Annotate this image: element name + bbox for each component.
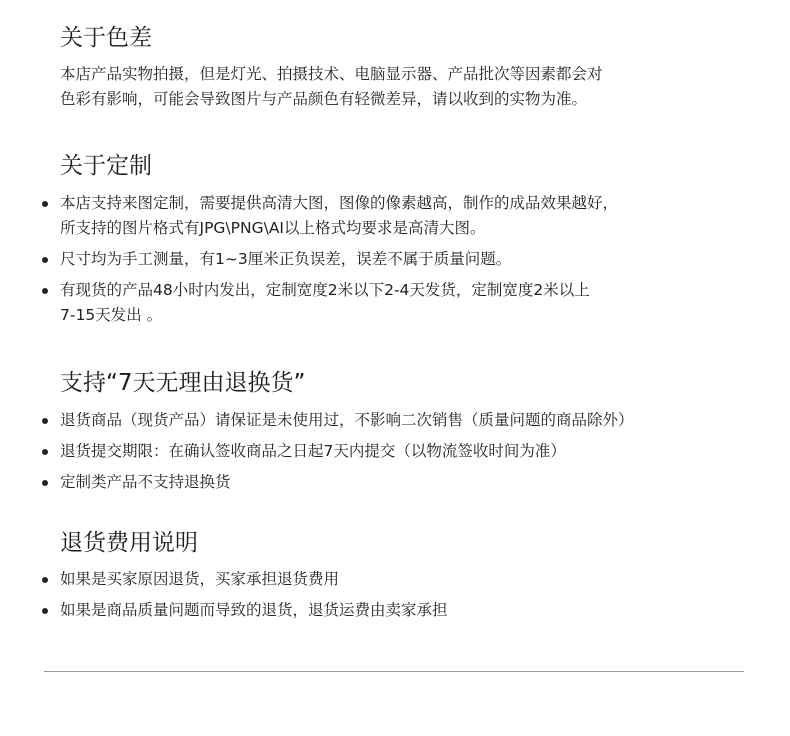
list-item-text: 尺寸均为手工测量，有1~3厘米正负误差，误差不属于质量问题。 xyxy=(60,250,512,268)
list-item-text: 所支持的图片格式有JPG\PNG\AI以上格式均要求是高清大图。 xyxy=(60,219,486,237)
list-item xyxy=(0,247,760,272)
return-fee-list xyxy=(0,567,790,629)
customization-title: 关于定制 xyxy=(60,153,152,179)
bullet-icon xyxy=(42,449,48,455)
list-item xyxy=(0,567,760,592)
list-item xyxy=(0,408,760,433)
list-item xyxy=(0,470,760,495)
list-item-text: 如果是买家原因退货，买家承担退货费用 xyxy=(60,570,340,588)
return-policy-list xyxy=(0,408,790,501)
list-item xyxy=(0,598,760,623)
list-item xyxy=(0,191,760,241)
color-difference-text xyxy=(60,62,760,112)
bullet-icon xyxy=(42,577,48,583)
list-item-text: 7-15天发出 。 xyxy=(60,306,163,324)
list-item xyxy=(0,278,760,328)
bottom-divider xyxy=(44,671,744,672)
list-item-text: 有现货的产品48小时内发出，定制宽度2米以下2-4天发货，定制宽度2米以上 xyxy=(60,281,590,299)
list-item-text: 退货商品（现货产品）请保证是未使用过，不影响二次销售（质量问题的商品除外） xyxy=(60,411,634,429)
return-policy-title: 支持“7天无理由退换货” xyxy=(60,370,306,396)
list-item-text: 本店支持来图定制，需要提供高清大图，图像的像素越高，制作的成品效果越好， xyxy=(60,194,619,212)
list-item xyxy=(0,439,760,464)
bullet-icon xyxy=(42,608,48,614)
list-item-text: 退货提交期限：在确认签收商品之日起7天内提交（以物流签收时间为准） xyxy=(60,442,566,460)
color-difference-line-2: 色彩有影响，可能会导致图片与产品颜色有轻微差异，请以收到的实物为准。 xyxy=(60,90,588,108)
return-fee-title: 退货费用说明 xyxy=(60,530,198,556)
list-item-text: 如果是商品质量问题而导致的退货，退货运费由卖家承担 xyxy=(60,601,448,619)
bullet-icon xyxy=(42,288,48,294)
bullet-icon xyxy=(42,201,48,207)
color-difference-line-1: 本店产品实物拍摄，但是灯光、拍摄技术、电脑显示器、产品批次等因素都会对 xyxy=(60,65,603,83)
customization-list xyxy=(0,191,790,334)
bullet-icon xyxy=(42,480,48,486)
bullet-icon xyxy=(42,257,48,263)
bullet-icon xyxy=(42,418,48,424)
color-difference-title: 关于色差 xyxy=(60,25,152,51)
list-item-text: 定制类产品不支持退换货 xyxy=(60,473,231,491)
